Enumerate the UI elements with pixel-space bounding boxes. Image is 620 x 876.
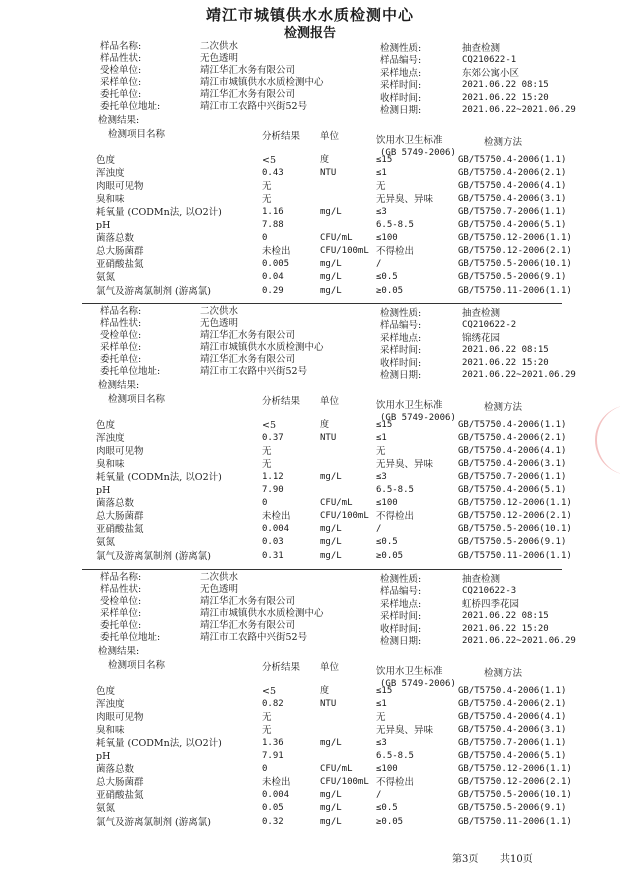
column-item-header: 检测项目名称 [108,394,166,405]
table-row-standard: 6.5-8.5 [376,751,414,761]
table-row-unit: CFU/mL [320,498,353,508]
table-row-method: GB/T5750.4-2006(2.1) [458,168,567,178]
test-nature-label: 检测性质: [380,43,422,54]
table-row-item: 耗氧量 (CODMn法, 以O2计) [96,472,222,483]
table-row-method: GB/T5750.7-2006(1.1) [458,472,567,482]
table-row-item: 氯气及游离氯制剂 (游离氯) [96,286,211,297]
client-address-label: 委托单位地址: [100,101,161,112]
table-row-result: 0.03 [262,537,284,547]
column-standard-header: 饮用水卫生标准 [376,135,443,146]
column-standard-code: (GB 5749-2006) [380,148,456,158]
sample-property-label: 样品性状: [100,318,142,329]
sample-number-label: 样品编号: [380,320,422,332]
table-row-standard: ≤0.5 [376,537,398,547]
sampling-unit-label: 采样单位: [100,342,142,353]
table-row-item: pH [96,220,111,231]
table-row-unit: mg/L [320,272,342,282]
sample-number-value: CQ210622-1 [462,55,517,66]
table-row-unit: 度 [320,420,330,430]
table-row-method: GB/T5750.11-2006(1.1) [458,286,572,296]
table-row-unit: mg/L [320,524,342,534]
table-row-standard: 无 [376,181,386,192]
sample-name-label: 样品名称: [100,572,142,583]
sampling-unit-value: 靖江市城镇供水水质检测中心 [200,608,324,619]
table-row-result: 无 [262,194,272,205]
table-row-result: 0.82 [262,699,284,709]
table-row-result: 0.005 [262,259,290,269]
table-row-standard: ≤100 [376,764,398,774]
table-row-result: 无 [262,459,272,470]
table-row-result: 0 [262,233,268,243]
table-row-item: 亚硝酸盐氮 [96,524,144,535]
column-method-header: 检测方法 [484,668,523,679]
table-row-item: 肉眼可见物 [96,181,144,192]
column-item-header: 检测项目名称 [108,660,166,671]
table-row-result: 0 [262,498,268,508]
test-date-label: 检测日期: [380,636,422,647]
table-row-item: 氯气及游离氯制剂 (游离氯) [96,817,211,828]
table-row-item: 臭和味 [96,459,125,470]
table-row-unit: mg/L [320,790,342,800]
table-row-result: 0.004 [262,524,290,534]
table-row-unit: CFU/mL [320,764,353,774]
table-row-item: 肉眼可见物 [96,446,144,457]
table-row-standard: / [376,259,382,269]
table-row-method: GB/T5750.12-2006(2.1) [458,777,572,787]
table-row-method: GB/T5750.12-2006(1.1) [458,764,572,774]
table-row-item: 色度 [96,420,116,431]
table-row-method: GB/T5750.4-2006(1.1) [458,420,567,430]
table-row-item: 亚硝酸盐氮 [96,259,144,270]
test-nature-value: 抽查检测 [462,43,501,54]
table-row-standard: ≤3 [376,472,387,482]
sampling-site-label: 采样地点: [380,598,422,610]
test-date-value: 2021.06.22~2021.06.29 [462,636,576,646]
table-row-result: 未检出 [262,246,291,257]
table-row-item: 总大肠菌群 [96,246,144,257]
table-row-unit: 度 [320,686,330,696]
table-row-standard: ≤15 [376,686,393,696]
sample-property-value: 无色透明 [200,53,239,64]
table-row-unit: mg/L [320,803,342,813]
table-row-unit: mg/L [320,259,342,269]
test-date-label: 检测日期: [380,105,422,116]
table-row-item: 浑浊度 [96,699,125,710]
table-row-method: GB/T5750.5-2006(10.1) [458,524,572,534]
table-row-standard: 6.5-8.5 [376,485,414,495]
column-result-header: 分析结果 [262,131,301,142]
sampling-site-value: 东郊公寓小区 [462,67,520,79]
test-nature-value: 抽查检测 [462,574,501,585]
table-row-method: GB/T5750.4-2006(5.1) [458,220,567,230]
table-row-unit: mg/L [320,537,342,547]
table-row-unit: mg/L [320,817,342,827]
inspected-unit-value: 靖江华汇水务有限公司 [200,330,296,341]
sampling-unit-label: 采样单位: [100,77,142,88]
test-nature-value: 抽查检测 [462,308,501,319]
receipt-time-value: 2021.06.22 15:20 [462,357,549,368]
client-address-value: 靖江市工农路中兴街52号 [200,632,308,643]
client-unit-label: 委托单位: [100,620,142,631]
table-row-method: GB/T5750.4-2006(2.1) [458,699,567,709]
inspected-unit-label: 受检单位: [100,596,142,607]
table-row-item: 亚硝酸盐氮 [96,790,144,801]
table-row-item: 氨氮 [96,803,116,814]
column-method-header: 检测方法 [484,402,523,413]
table-row-standard: 不得检出 [376,777,415,788]
column-unit-header: 单位 [320,662,340,673]
sampling-site-value: 锦绣花园 [462,332,501,344]
table-row-result: 7.91 [262,751,284,761]
table-row-item: 色度 [96,155,116,166]
table-row-standard: 不得检出 [376,511,415,522]
table-row-standard: / [376,524,382,534]
table-row-method: GB/T5750.4-2006(4.1) [458,446,567,456]
inspected-unit-value: 靖江华汇水务有限公司 [200,65,296,76]
table-row-standard: ≤3 [376,738,387,748]
table-row-item: 臭和味 [96,194,125,205]
table-row-method: GB/T5750.12-2006(2.1) [458,246,572,256]
table-row-standard: ≤100 [376,233,398,243]
table-row-standard: / [376,790,382,800]
table-row-method: GB/T5750.11-2006(1.1) [458,551,572,561]
table-row-result: 7.90 [262,485,284,495]
table-row-item: pH [96,751,111,762]
sample-name-label: 样品名称: [100,41,142,52]
block-separator [82,303,562,304]
table-row-unit: CFU/mL [320,233,353,243]
table-row-unit: NTU [320,699,337,709]
table-row-item: 浑浊度 [96,433,125,444]
table-row-method: GB/T5750.4-2006(4.1) [458,181,567,191]
page-subtitle: 检测报告 [283,26,336,41]
inspected-unit-label: 受检单位: [100,65,142,76]
sampling-site-label: 采样地点: [380,67,422,79]
client-unit-label: 委托单位: [100,354,142,365]
table-row-standard: ≤0.5 [376,803,398,813]
client-address-label: 委托单位地址: [100,366,161,377]
table-row-method: GB/T5750.7-2006(1.1) [458,207,567,217]
table-row-method: GB/T5750.4-2006(1.1) [458,155,567,165]
sampling-unit-value: 靖江市城镇供水水质检测中心 [200,342,324,353]
table-row-unit: CFU/100mL [320,246,369,256]
column-item-header: 检测项目名称 [108,129,166,140]
table-row-result: 无 [262,446,272,457]
table-row-result: 1.16 [262,207,284,217]
sample-name-label: 样品名称: [100,306,142,317]
table-row-result: <5 [262,420,277,431]
table-row-unit: mg/L [320,472,342,482]
table-row-standard: ≤1 [376,699,387,709]
sample-property-value: 无色透明 [200,584,239,595]
table-row-standard: 不得检出 [376,246,415,257]
sampling-time-value: 2021.06.22 08:15 [462,611,549,622]
receipt-time-label: 收样时间: [380,357,422,369]
column-method-header: 检测方法 [484,137,523,148]
inspected-unit-label: 受检单位: [100,330,142,341]
table-row-method: GB/T5750.4-2006(3.1) [458,459,567,469]
table-row-item: 氨氮 [96,537,116,548]
sampling-unit-label: 采样单位: [100,608,142,619]
results-heading: 检测结果: [98,115,140,126]
table-row-standard: 6.5-8.5 [376,220,414,230]
column-unit-header: 单位 [320,131,340,142]
table-row-item: 氨氮 [96,272,116,283]
sample-number-value: CQ210622-3 [462,586,517,597]
table-row-item: 菌落总数 [96,498,135,509]
table-row-result: 未检出 [262,511,291,522]
table-row-method: GB/T5750.12-2006(2.1) [458,511,572,521]
results-heading: 检测结果: [98,646,140,657]
table-row-item: 菌落总数 [96,233,135,244]
table-row-unit: mg/L [320,551,342,561]
sample-name-value: 二次供水 [200,572,239,583]
page-total: 共10页 [500,854,533,865]
table-row-method: GB/T5750.5-2006(9.1) [458,803,567,813]
table-row-item: 总大肠菌群 [96,511,144,522]
test-date-value: 2021.06.22~2021.06.29 [462,370,576,380]
table-row-result: 0.31 [262,551,284,561]
table-row-item: 耗氧量 (CODMn法, 以O2计) [96,738,222,749]
table-row-result: 无 [262,712,272,723]
client-address-value: 靖江市工农路中兴街52号 [200,101,308,112]
sample-name-value: 二次供水 [200,306,239,317]
table-row-method: GB/T5750.12-2006(1.1) [458,498,572,508]
table-row-unit: CFU/100mL [320,777,369,787]
table-row-result: 7.88 [262,220,284,230]
table-row-item: 总大肠菌群 [96,777,144,788]
column-standard-code: (GB 5749-2006) [380,679,456,689]
table-row-result: 0.29 [262,286,284,296]
sampling-time-label: 采样时间: [380,345,422,357]
table-row-standard: ≥0.05 [376,817,404,827]
table-row-result: 未检出 [262,777,291,788]
sampling-time-value: 2021.06.22 08:15 [462,345,549,356]
table-row-method: GB/T5750.5-2006(10.1) [458,790,572,800]
table-row-result: 0.37 [262,433,284,443]
table-row-unit: CFU/100mL [320,511,369,521]
table-row-standard: 无 [376,446,386,457]
table-row-standard: ≤0.5 [376,272,398,282]
table-row-result: 0.05 [262,803,284,813]
table-row-method: GB/T5750.7-2006(1.1) [458,738,567,748]
table-row-unit: 度 [320,155,330,165]
table-row-item: 浑浊度 [96,168,125,179]
table-row-result: 0 [262,764,268,774]
block-separator [82,569,562,570]
sampling-time-label: 采样时间: [380,611,422,623]
sample-name-value: 二次供水 [200,41,239,52]
sample-property-label: 样品性状: [100,53,142,64]
column-result-header: 分析结果 [262,662,301,673]
client-unit-value: 靖江华汇水务有限公司 [200,620,296,631]
sampling-unit-value: 靖江市城镇供水水质检测中心 [200,77,324,88]
sampling-site-label: 采样地点: [380,332,422,344]
table-row-unit: NTU [320,433,337,443]
table-row-standard: ≤15 [376,420,393,430]
table-row-method: GB/T5750.11-2006(1.1) [458,817,572,827]
sample-number-label: 样品编号: [380,55,422,67]
test-nature-label: 检测性质: [380,308,422,319]
sample-property-value: 无色透明 [200,318,239,329]
page-number: 第3页 [452,854,479,865]
client-unit-label: 委托单位: [100,89,142,100]
table-row-method: GB/T5750.5-2006(10.1) [458,259,572,269]
table-row-result: 1.36 [262,738,284,748]
test-date-label: 检测日期: [380,370,422,381]
sample-property-label: 样品性状: [100,584,142,595]
test-nature-label: 检测性质: [380,574,422,585]
table-row-result: <5 [262,155,277,166]
table-row-standard: ≤1 [376,168,387,178]
table-row-unit: NTU [320,168,337,178]
table-row-standard: 无异臭、异味 [376,194,434,205]
table-row-result: 0.32 [262,817,284,827]
table-row-standard: ≤100 [376,498,398,508]
table-row-standard: 无 [376,712,386,723]
client-address-value: 靖江市工农路中兴街52号 [200,366,308,377]
table-row-method: GB/T5750.4-2006(5.1) [458,751,567,761]
table-row-standard: ≥0.05 [376,551,404,561]
table-row-method: GB/T5750.4-2006(3.1) [458,725,567,735]
sample-number-label: 样品编号: [380,586,422,598]
column-standard-header: 饮用水卫生标准 [376,400,443,411]
table-row-item: 耗氧量 (CODMn法, 以O2计) [96,207,222,218]
table-row-method: GB/T5750.12-2006(1.1) [458,233,572,243]
table-row-method: GB/T5750.4-2006(1.1) [458,686,567,696]
table-row-standard: ≤1 [376,433,387,443]
column-standard-code: (GB 5749-2006) [380,413,456,423]
table-row-unit: mg/L [320,207,342,217]
inspected-unit-value: 靖江华汇水务有限公司 [200,596,296,607]
table-row-method: GB/T5750.4-2006(4.1) [458,712,567,722]
table-row-unit: mg/L [320,286,342,296]
table-row-result: 1.12 [262,472,284,482]
table-row-method: GB/T5750.4-2006(3.1) [458,194,567,204]
table-row-result: <5 [262,686,277,697]
table-row-result: 无 [262,725,272,736]
results-heading: 检测结果: [98,380,140,391]
sampling-site-value: 虹桥四季花园 [462,598,520,610]
column-result-header: 分析结果 [262,396,301,407]
table-row-item: 臭和味 [96,725,125,736]
receipt-time-value: 2021.06.22 15:20 [462,623,549,634]
column-standard-header: 饮用水卫生标准 [376,666,443,677]
table-row-item: 氯气及游离氯制剂 (游离氯) [96,551,211,562]
sampling-time-value: 2021.06.22 08:15 [462,80,549,91]
column-unit-header: 单位 [320,396,340,407]
seal-stamp [595,405,620,475]
client-unit-value: 靖江华汇水务有限公司 [200,89,296,100]
receipt-time-value: 2021.06.22 15:20 [462,92,549,103]
table-row-standard: 无异臭、异味 [376,459,434,470]
table-row-unit: mg/L [320,738,342,748]
table-row-item: 肉眼可见物 [96,712,144,723]
test-date-value: 2021.06.22~2021.06.29 [462,105,576,115]
table-row-result: 无 [262,181,272,192]
page-title: 靖江市城镇供水水质检测中心 [205,6,414,24]
table-row-result: 0.43 [262,168,284,178]
table-row-result: 0.04 [262,272,284,282]
client-address-label: 委托单位地址: [100,632,161,643]
table-row-method: GB/T5750.4-2006(2.1) [458,433,567,443]
table-row-standard: ≤3 [376,207,387,217]
table-row-method: GB/T5750.4-2006(5.1) [458,485,567,495]
receipt-time-label: 收样时间: [380,623,422,635]
table-row-result: 0.004 [262,790,290,800]
table-row-item: 菌落总数 [96,764,135,775]
table-row-item: 色度 [96,686,116,697]
client-unit-value: 靖江华汇水务有限公司 [200,354,296,365]
table-row-method: GB/T5750.5-2006(9.1) [458,537,567,547]
table-row-item: pH [96,485,111,496]
table-row-method: GB/T5750.5-2006(9.1) [458,272,567,282]
table-row-standard: ≤15 [376,155,393,165]
table-row-standard: 无异臭、异味 [376,725,434,736]
table-row-standard: ≥0.05 [376,286,404,296]
sampling-time-label: 采样时间: [380,80,422,92]
receipt-time-label: 收样时间: [380,92,422,104]
sample-number-value: CQ210622-2 [462,320,517,331]
